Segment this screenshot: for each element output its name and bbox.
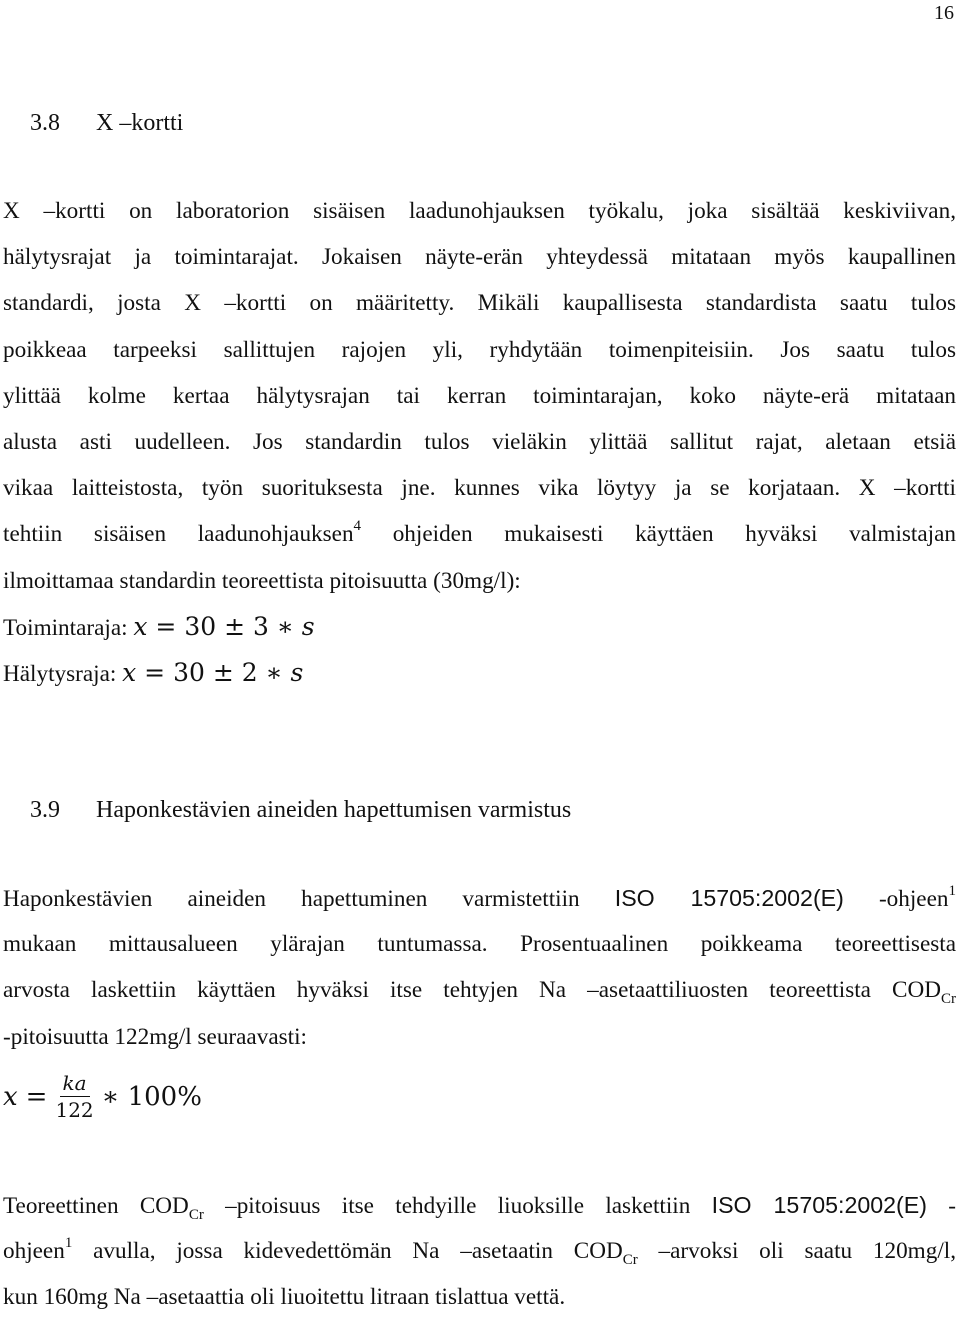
section-title: Haponkestävien aineiden hapettumisen varmistus bbox=[96, 797, 572, 823]
text-line: Teoreettinen $COD_{Cr}$ –pitoisuus itse tehdyille liuoksille laskettiin ISO 15705:2002(E) - bbox=[3, 1192, 956, 1223]
formula-fraction bbox=[55, 1070, 93, 1123]
formula-variable: x bbox=[3, 1081, 18, 1112]
fraction-numerator: ka bbox=[60, 1070, 90, 1097]
section-title: X –kortti bbox=[96, 110, 184, 136]
section-number: 3.8 bbox=[30, 110, 60, 136]
reference-superscript: 1 bbox=[948, 883, 956, 899]
formula-equals: = bbox=[25, 1081, 48, 1112]
paragraph-teoreettinen-cod bbox=[3, 1182, 956, 1321]
text-line: arvosta laskettiin käyttäen hyväksi itse tehtyjen Na –asetaattiliuosten teoreettista $COD_{Cr}$ bbox=[3, 977, 956, 1008]
subscript: Cr bbox=[188, 1207, 204, 1223]
subscript: Cr bbox=[622, 1252, 638, 1269]
paragraph-hapettuminen bbox=[3, 875, 956, 1060]
text-line: alusta asti uudelleen. Jos standardin tulos vieläkin ylittää sallitut rajat, aletaan etsiä bbox=[3, 428, 956, 455]
text-line: mukaan mittausalueen ylärajan tuntumassa. Prosentuaalinen poikkeama teoreettisesta bbox=[3, 931, 956, 958]
subscript: Cr bbox=[941, 991, 956, 1008]
text-line: hälytysrajat ja toimintarajat. Jokaisen näyte-erän yhteydessä mitataan myös kaupallinen bbox=[3, 244, 956, 271]
toimintaraja-formula: Toimintaraja: x = 30 ± 3 ∗ s bbox=[3, 611, 315, 641]
reference-superscript: 4 bbox=[353, 518, 362, 535]
formula-rest: ∗ 100% bbox=[101, 1081, 202, 1112]
text-line: standardi, josta X –kortti on määritetty. Mikäli kaupallisesta standardista saatu tulos bbox=[3, 290, 956, 317]
text-line: ylittää kolme kertaa hälytysrajan tai kerran toimintarajan, koko näyte-erä mitataan bbox=[3, 382, 956, 409]
text-line: vikaa laitteistosta, työn suorituksesta jne. kunnes vika löytyy ja se korjataan. X –kortti bbox=[3, 475, 956, 502]
text-line: ohjeen$^1$ avulla, jossa kidevedettömän Na –asetaatin $COD_{Cr}$ –arvoksi oli saatu 120mg/l, bbox=[3, 1235, 956, 1269]
text-line: -pitoisuutta 122mg/l seuraavasti: bbox=[3, 1023, 307, 1050]
halytysraja-formula: Hälytysraja: x = 30 ± 2 ∗ s bbox=[3, 657, 304, 687]
text-line: kun 160mg Na –asetaattia oli liuoitettu litraan tislattua vettä. bbox=[3, 1284, 566, 1311]
text-line: poikkeaa tarpeeksi sallittujen rajojen yli, ryhdytään toimenpiteisiin. Jos saatu tulos bbox=[3, 336, 956, 363]
text-line: Haponkestävien aineiden hapettuminen varmistettiin ISO 15705:2002(E) -ohjeen$^1$ bbox=[3, 883, 956, 912]
text-line: tehtiin sisäisen laadunohjauksen$^4$ ohjeiden mukaisesti käyttäen hyväksi valmistajan bbox=[3, 518, 956, 548]
reference-superscript: 1 bbox=[64, 1235, 73, 1252]
section-heading-3-9 bbox=[30, 797, 571, 824]
iso-standard-reference: ISO 15705:2002(E) bbox=[614, 885, 844, 911]
section-heading-3-8 bbox=[30, 110, 183, 137]
text-line: ilmoittamaa standardin teoreettista pitoisuutta (30mg/l): bbox=[3, 567, 521, 594]
paragraph-x-kortti bbox=[3, 188, 956, 696]
text-line: X –kortti on laboratorion sisäisen laadunohjauksen työkalu, joka sisältää keskiviivan, bbox=[3, 198, 956, 224]
section-number: 3.9 bbox=[30, 797, 60, 823]
percentage-formula bbox=[3, 1070, 202, 1123]
fraction-denominator: 122 bbox=[55, 1098, 94, 1122]
iso-standard-reference: ISO 15705:2002(E) bbox=[711, 1192, 927, 1218]
page-number: 16 bbox=[934, 2, 954, 24]
